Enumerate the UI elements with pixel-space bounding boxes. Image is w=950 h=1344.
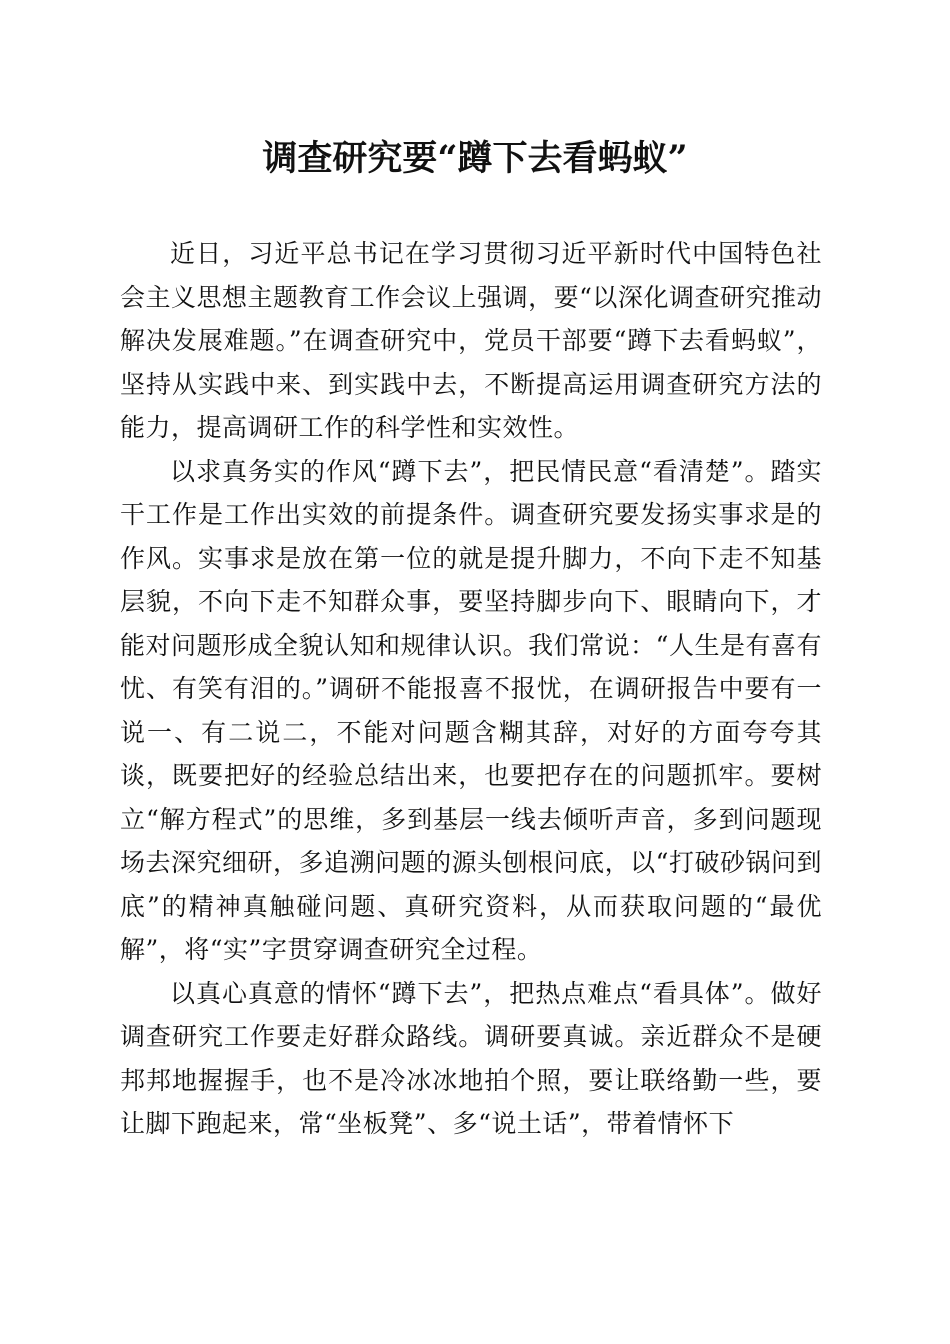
paragraph: 以求真务实的作风“蹲下去”，把民情民意“看清楚”。踏实干工作是工作出实效的前提条件。调查研究要发扬实事求是的作风。实事求是放在第一位的就是提升脚力，不向下走不知基层貌，不向下走不知群众事，要坚持脚步向下、眼睛向下，才能对问题形成全貌认知和规律认识。我们常说：“人生是有喜有忧、有笑有泪的。”调研不能报喜不报忧，在调研报告中要有一说一、有二说二，不能对问题含糊其辞，对好的方面夸夸其谈，既要把好的经验总结出来，也要把存在的问题抓牢。要树立“解方程式”的思维，多到基层一线去倾听声音，多到问题现场去深究细研，多追溯问题的源头刨根问底，以“打破砂锅问到底”的精神真触碰问题、真研究资料，从而获取问题的“最优解”，将“实”字贯穿调查研究全过程。 [120, 456, 822, 964]
document-body [120, 232, 822, 1146]
paragraph: 近日，习近平总书记在学习贯彻习近平新时代中国特色社会主义思想主题教育工作会议上强调，要“以深化调查研究推动解决发展难题。”在调查研究中，党员干部要“蹲下去看蚂蚁”，坚持从实践中来、到实践中去，不断提高运用调查研究方法的能力，提高调研工作的科学性和实效性。 [120, 239, 822, 442]
document-title: 调查研究要“蹲下去看蚂蚁” [262, 138, 688, 179]
paragraph: 以真心真意的情怀“蹲下去”，把热点难点“看具体”。做好调查研究工作要走好群众路线。调研要真诚。亲近群众不是硬邦邦地握握手，也不是冷冰冰地拍个照，要让联络勤一些，要让脚下跑起来，常“坐板凳”、多“说土话”，带着情怀下 [120, 978, 822, 1138]
